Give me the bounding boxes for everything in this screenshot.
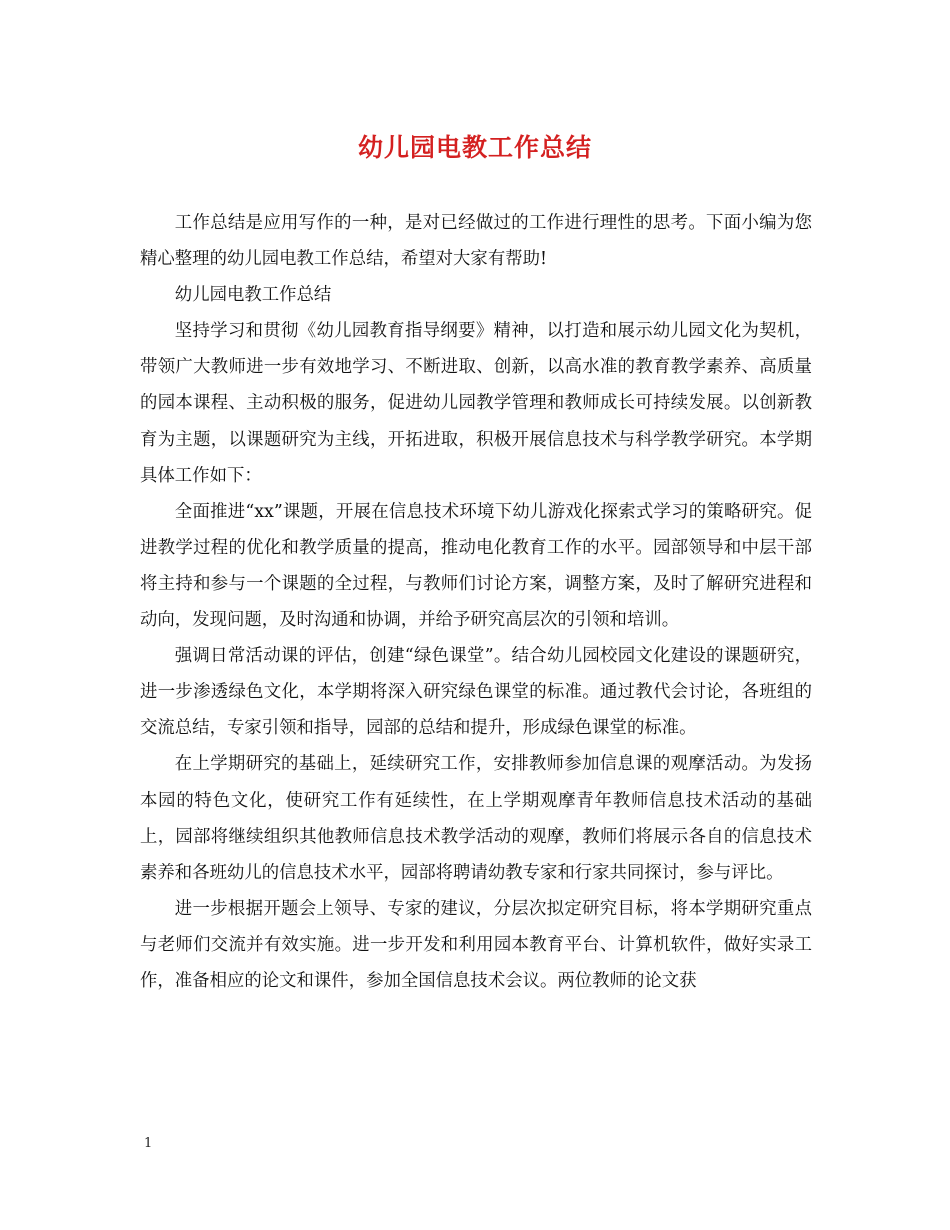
paragraph-intro: 工作总结是应用写作的一种，是对已经做过的工作进行理性的思考。下面小编为您精心整理的幼儿园电教工作总结，希望对大家有帮助! [140,213,812,270]
paragraph-green-classroom: 强调日常活动课的评估，创建“绿色课堂”。结合幼儿园校园文化建设的课题研究，进一步渗透绿色文化，本学期将深入研究绿色课堂的标准。通过教代会讨论，各班组的交流总结，专家引领和指导，园部的总结和提升，形成绿色课堂的标准。 [140,646,812,739]
page-number: 1 [144,1136,153,1151]
paragraph-subheading: 幼儿园电教工作总结 [174,285,332,306]
document-title: 幼儿园电教工作总结 [357,133,592,162]
paragraph-research-goals: 进一步根据开题会上领导、专家的建议，分层次拟定研究目标，将本学期研究重点与老师们交流并有效实施。进一步开发和利用园本教育平台、计算机软件，做好实录工作，准备相应的论文和课件，参加全国信息技术会议。两位教师的论文获 [140,898,812,991]
paragraph-observation: 在上学期研究的基础上，延续研究工作，安排教师参加信息课的观摩活动。为发扬本园的特色文化，使研究工作有延续性，在上学期观摩青年教师信息技术活动的基础上，园部将继续组织其他教师信息技术教学活动的观摩，教师们将展示各自的信息技术素养和各班幼儿的信息技术水平，园部将聘请幼教专家和行家共同探讨，参与评比。 [140,754,812,883]
paragraph-guidelines: 坚持学习和贯彻《幼儿园教育指导纲要》精神，以打造和展示幼儿园文化为契机，带领广大教师进一步有效地学习、不断进取、创新，以高水准的教育教学素养、高质量的园本课程、主动积极的服务，促进幼儿园教学管理和教师成长可持续发展。以创新教育为主题，以课题研究为主线，开拓进取，积极开展信息技术与科学教学研究。本学期具体工作如下： [140,321,812,486]
document-body [140,205,812,999]
paragraph-project: 全面推进“xx”课题，开展在信息技术环境下幼儿游戏化探索式学习的策略研究。促进教学过程的优化和教学质量的提高，推动电化教育工作的水平。园部领导和中层干部将主持和参与一个课题的全过程，与教师们讨论方案，调整方案，及时了解研究进程和动向，发现问题，及时沟通和协调，并给予研究高层次的引领和培训。 [140,501,812,631]
